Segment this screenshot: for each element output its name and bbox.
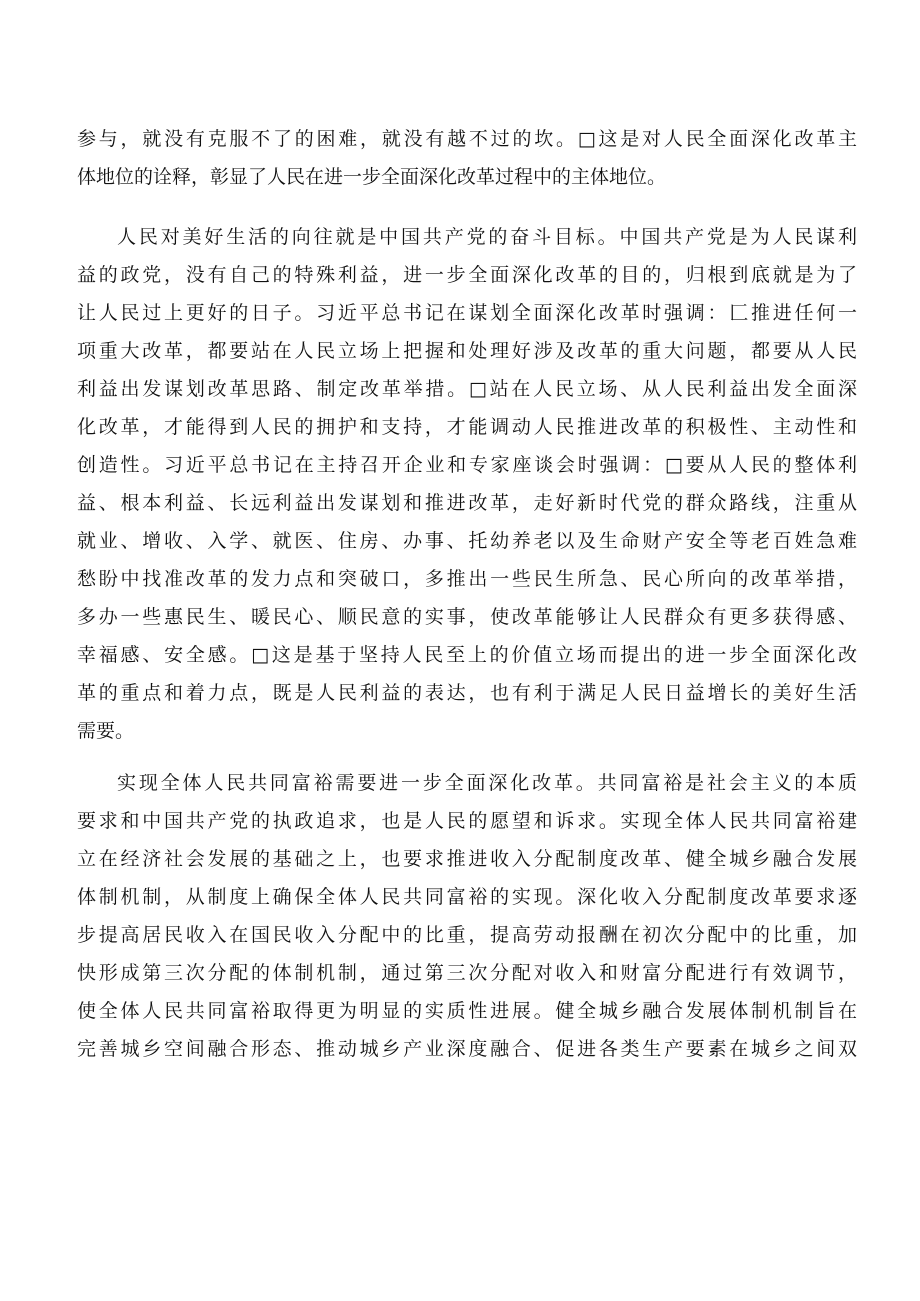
text-line: 要求和中国共产党的执政追求，也是人民的愿望和诉求。实现全体人民共同富裕建 [77,810,857,832]
text-line: 体地位的诠释，彰显了人民在进一步全面深化改革过程中的主体地位。 [77,166,667,188]
text-line: 益的政党，没有自己的特殊利益，进一步全面深化改革的目的，归根到底就是为了 [77,264,857,286]
paragraph-1 [77,120,857,196]
text-line: 实现全体人民共同富裕需要进一步全面深化改革。共同富裕是社会主义的本质 [117,772,857,794]
text-line: 创造性。习近平总书记在主持召开企业和专家座谈会时强调：□要从人民的整体利 [77,454,857,476]
document-body [77,120,857,1068]
text-line: 愁盼中找准改革的发力点和突破口，多推出一些民生所急、民心所向的改革举措， [77,568,857,590]
text-line: 快形成第三次分配的体制机制，通过第三次分配对收入和财富分配进行有效调节， [77,962,857,984]
paragraph-3 [77,764,857,1068]
text-line: 利益出发谋划改革思路、制定改革举措。□站在人民立场、从人民利益出发全面深 [77,378,857,400]
text-line: 步提高居民收入在国民收入分配中的比重，提高劳动报酬在初次分配中的比重，加 [77,924,857,946]
text-line: 幸福感、安全感。□这是基于坚持人民至上的价值立场而提出的进一步全面深化改 [77,644,857,666]
text-line: 多办一些惠民生、暖民心、顺民意的实事，使改革能够让人民群众有更多获得感、 [77,606,857,628]
text-line: 让人民过上更好的日子。习近平总书记在谋划全面深化改革时强调：匚推进任何一 [77,302,857,324]
text-line: 完善城乡空间融合形态、推动城乡产业深度融合、促进各类生产要素在城乡之间双 [77,1038,857,1060]
text-line: 就业、增收、入学、就医、住房、办事、托幼养老以及生命财产安全等老百姓急难 [77,530,857,552]
text-line: 化改革，才能得到人民的拥护和支持，才能调动人民推进改革的积极性、主动性和 [77,416,857,438]
text-line: 人民对美好生活的向往就是中国共产党的奋斗目标。中国共产党是为人民谋利 [117,226,857,248]
text-line: 需要。 [77,720,135,742]
text-line: 项重大改革，都要站在人民立场上把握和处理好涉及改革的重大问题，都要从人民 [77,340,857,362]
text-line: 使全体人民共同富裕取得更为明显的实质性进展。健全城乡融合发展体制机制旨在 [77,1000,857,1022]
text-line: 参与，就没有克服不了的困难，就没有越不过的坎。□这是对人民全面深化改革主 [77,128,857,150]
text-line: 立在经济社会发展的基础之上，也要求推进收入分配制度改革、健全城乡融合发展 [77,848,857,870]
paragraph-2 [77,218,857,750]
text-line: 革的重点和着力点，既是人民利益的表达，也有利于满足人民日益增长的美好生活 [77,682,857,704]
text-line: 益、根本利益、长远利益出发谋划和推进改革，走好新时代党的群众路线，注重从 [77,492,857,514]
text-line: 体制机制，从制度上确保全体人民共同富裕的实现。深化收入分配制度改革要求逐 [77,886,857,908]
